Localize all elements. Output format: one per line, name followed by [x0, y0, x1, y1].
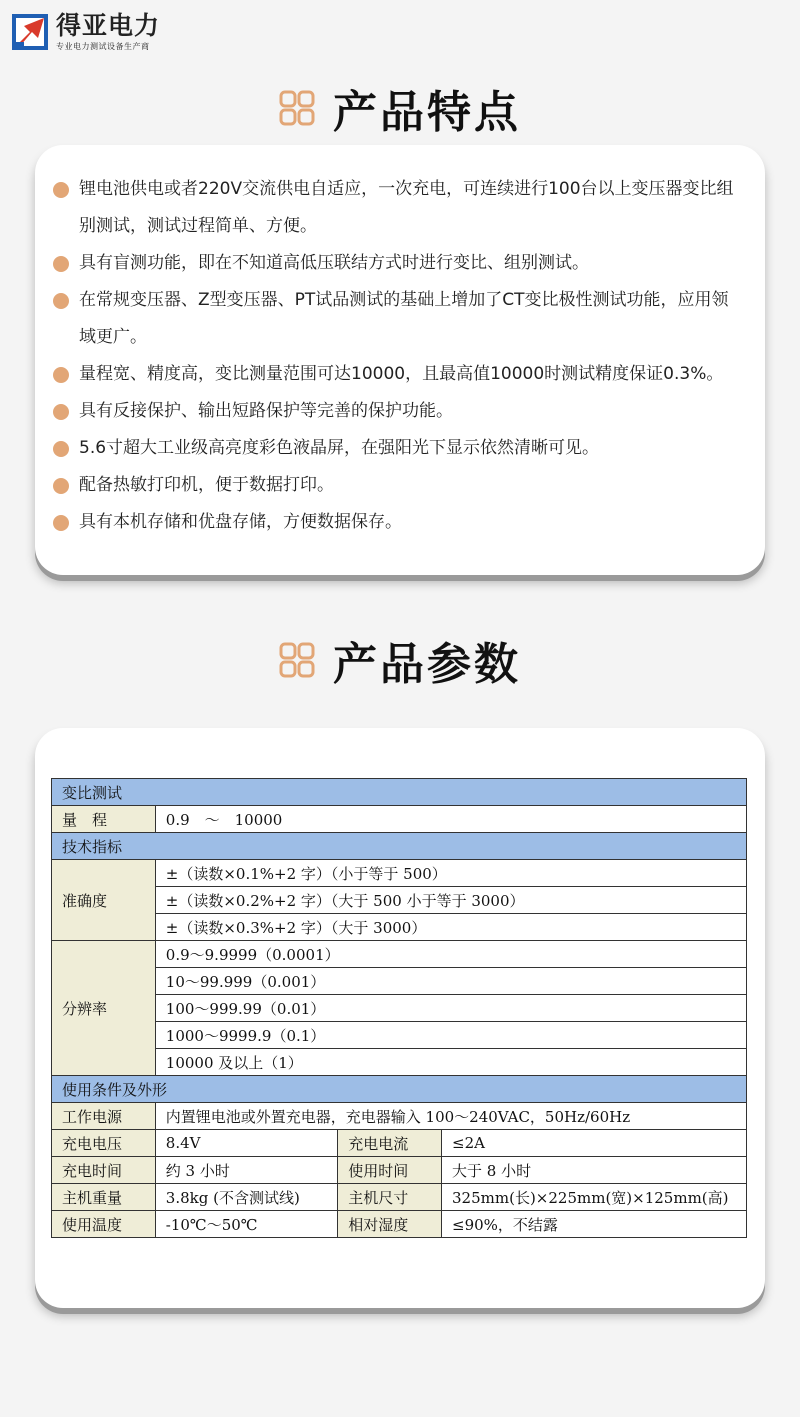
table-row [52, 1184, 747, 1211]
bullet-icon [53, 515, 69, 531]
feature-item: 量程宽、精度高，变比测量范围可达10000，且最高值10000时测试精度保证0.3%。 [53, 356, 745, 393]
section-header: 使用条件及外形 [52, 1076, 747, 1103]
row-label: 主机重量 [52, 1184, 156, 1211]
table-row [52, 860, 747, 887]
row-value: 1000～9999.9（0.1） [155, 1022, 746, 1049]
table-row [52, 941, 747, 968]
section-header: 变比测试 [52, 779, 747, 806]
row-value: 内置锂电池或外置充电器，充电器输入 100～240VAC，50Hz/60Hz [155, 1103, 746, 1130]
feature-list [35, 145, 765, 541]
feature-item: 5.6寸超大工业级高亮度彩色液晶屏，在强阳光下显示依然清晰可见。 [53, 430, 745, 467]
table-row [52, 1022, 747, 1049]
row-value: 10000 及以上（1） [155, 1049, 746, 1076]
row-label: 准确度 [52, 860, 156, 941]
feature-item: 具有反接保护、输出短路保护等完善的保护功能。 [53, 393, 745, 430]
row-label: 使用时间 [338, 1157, 442, 1184]
bullet-icon [53, 441, 69, 457]
row-value: 0.9 ～ 10000 [155, 806, 746, 833]
features-heading [0, 76, 800, 140]
feature-item: 在常规变压器、Z型变压器、PT试品测试的基础上增加了CT变比极性测试功能，应用领域更广。 [53, 282, 745, 356]
table-row [52, 833, 747, 860]
bullet-icon [53, 182, 69, 198]
bullet-icon [53, 293, 69, 309]
row-label: 工作电源 [52, 1103, 156, 1130]
row-label: 主机尺寸 [338, 1184, 442, 1211]
brand-slogan: 专业电力测试设备生产商 [56, 42, 150, 51]
row-value: ≤2A [442, 1130, 747, 1157]
row-label: 充电电压 [52, 1130, 156, 1157]
table-row [52, 914, 747, 941]
table-row [52, 779, 747, 806]
params-card [35, 728, 765, 1308]
table-row [52, 1130, 747, 1157]
row-value: 8.4V [155, 1130, 338, 1157]
table-row [52, 968, 747, 995]
row-value: ±（读数×0.2%+2 字）（大于 500 小于等于 3000） [155, 887, 746, 914]
features-title: 产品特点 [333, 87, 521, 138]
row-label: 充电电流 [338, 1130, 442, 1157]
row-label: 相对湿度 [338, 1211, 442, 1238]
row-value: 大于 8 小时 [442, 1157, 747, 1184]
row-value: ±（读数×0.1%+2 字）（小于等于 500） [155, 860, 746, 887]
row-value: 100～999.99（0.01） [155, 995, 746, 1022]
row-value: ±（读数×0.3%+2 字）（大于 3000） [155, 914, 746, 941]
feature-item: 具有盲测功能，即在不知道高低压联结方式时进行变比、组别测试。 [53, 245, 745, 282]
bullet-icon [53, 367, 69, 383]
row-value: 0.9～9.9999（0.0001） [155, 941, 746, 968]
feature-item: 配备热敏打印机，便于数据打印。 [53, 467, 745, 504]
section-header: 技术指标 [52, 833, 747, 860]
row-value: 10～99.999（0.001） [155, 968, 746, 995]
table-row [52, 1049, 747, 1076]
row-value: 3.8kg (不含测试线) [155, 1184, 338, 1211]
bullet-icon [53, 256, 69, 272]
feature-item: 锂电池供电或者220V交流供电自适应，一次充电，可连续进行100台以上变压器变比组别测试，测试过程简单、方便。 [53, 171, 745, 245]
row-value: ≤90%，不结露 [442, 1211, 747, 1238]
table-row [52, 995, 747, 1022]
row-value: 325mm(长)×225mm(宽)×125mm(高) [442, 1184, 747, 1211]
grid-icon [279, 90, 315, 126]
brand-logo [10, 12, 160, 52]
bullet-icon [53, 478, 69, 494]
params-title: 产品参数 [333, 639, 521, 690]
table-row [52, 1211, 747, 1238]
row-label: 使用温度 [52, 1211, 156, 1238]
logo-mark-icon [10, 12, 50, 52]
params-table [51, 778, 747, 1238]
table-row [52, 806, 747, 833]
feature-item: 具有本机存储和优盘存储，方便数据保存。 [53, 504, 745, 541]
table-row [52, 1157, 747, 1184]
features-card [35, 145, 765, 575]
grid-icon [279, 642, 315, 678]
bullet-icon [53, 404, 69, 420]
table-row [52, 1103, 747, 1130]
row-label: 量 程 [52, 806, 156, 833]
row-value: 约 3 小时 [155, 1157, 338, 1184]
row-label: 充电时间 [52, 1157, 156, 1184]
table-row [52, 1076, 747, 1103]
row-label: 分辨率 [52, 941, 156, 1076]
row-value: -10℃～50℃ [155, 1211, 338, 1238]
params-heading [0, 628, 800, 692]
table-row [52, 887, 747, 914]
brand-name: 得亚电力 [56, 11, 161, 40]
